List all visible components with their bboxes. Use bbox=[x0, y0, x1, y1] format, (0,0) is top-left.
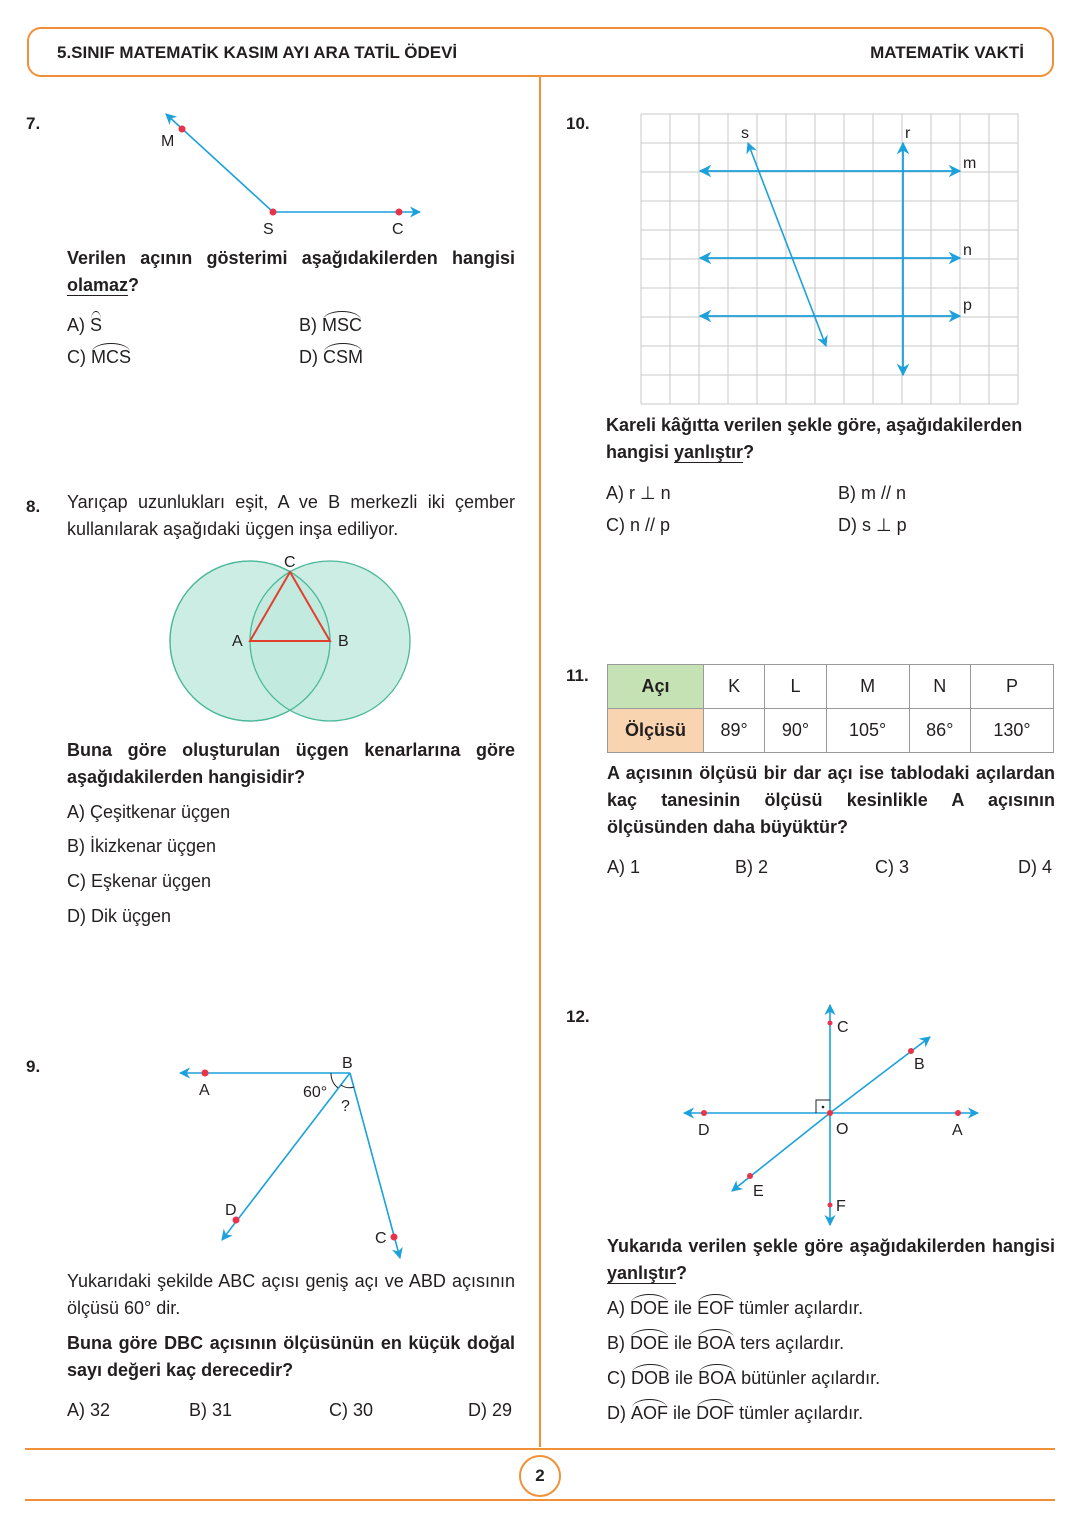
svg-text:?: ? bbox=[341, 1098, 350, 1115]
q10-option-d[interactable]: D) s ⊥ p bbox=[838, 515, 907, 535]
point-c bbox=[396, 209, 403, 216]
q9-option-d[interactable]: D) 29 bbox=[468, 1400, 513, 1420]
question-7-number: 7. bbox=[26, 114, 41, 133]
q9-question: Buna göre DBC açısının ölçüsünün en küçük doğal sayı değeri kaç derecedir? bbox=[67, 1333, 515, 1380]
q8-option-b[interactable]: B) İkizkenar üçgen bbox=[67, 836, 217, 856]
svg-text:C: C bbox=[375, 1230, 387, 1247]
table-header-cell: L bbox=[765, 665, 826, 709]
table-header-cell: K bbox=[704, 665, 765, 709]
q10-option-a[interactable]: A) r ⊥ n bbox=[606, 483, 671, 503]
q12-option-d[interactable]: D) AOF ile DOF tümler açılardır. bbox=[607, 1403, 864, 1423]
q10-option-b[interactable]: B) m // n bbox=[838, 483, 907, 503]
table-header-cell: N bbox=[909, 665, 970, 709]
table-header-cell: P bbox=[970, 665, 1053, 709]
q12-question: Yukarıda verilen şekle göre aşağıdakilerden hangisi yanlıştır? bbox=[607, 1236, 1055, 1283]
q8-option-a[interactable]: A) Çeşitkenar üçgen bbox=[67, 802, 231, 822]
q9-intro: Yukarıdaki şekilde ABC açısı geniş açı ve ABD açısının ölçüsü 60° dir. bbox=[67, 1271, 515, 1318]
table-cell: 105° bbox=[826, 709, 909, 753]
question-11-number: 11. bbox=[566, 666, 589, 685]
table-cell: 89° bbox=[704, 709, 765, 753]
svg-text:A: A bbox=[199, 1082, 210, 1099]
q9-angle-figure bbox=[0, 1040, 540, 1270]
q7-option-b[interactable]: B) MSC bbox=[299, 315, 363, 335]
q10-option-c[interactable]: C) n // p bbox=[606, 515, 671, 535]
q12-option-a[interactable]: A) DOE ile EOF tümler açılardır. bbox=[607, 1298, 864, 1318]
grid-lines bbox=[641, 114, 1018, 404]
table-cell: 86° bbox=[909, 709, 970, 753]
svg-text:r: r bbox=[905, 125, 911, 142]
table-cell: 130° bbox=[970, 709, 1053, 753]
svg-text:F: F bbox=[836, 1198, 846, 1215]
footer-line-top bbox=[25, 1448, 1055, 1450]
header-title: 5.SINIF MATEMATİK KASIM AYI ARA TATİL ÖDEVİ bbox=[57, 43, 458, 62]
label-m: M bbox=[161, 133, 175, 150]
q7-option-a[interactable]: A) S bbox=[67, 315, 103, 335]
q8-intro: Yarıçap uzunlukları eşit, A ve B merkezli iki çember kullanılarak aşağıdaki üçgen inşa ediliyor. bbox=[67, 492, 515, 539]
header-brand: MATEMATİK VAKTİ bbox=[870, 43, 1024, 62]
label-c: C bbox=[392, 221, 404, 238]
q10-grid-figure bbox=[640, 113, 1020, 406]
table-header-cell: Açı bbox=[608, 665, 704, 709]
q9-option-a[interactable]: A) 32 bbox=[67, 1400, 111, 1420]
q7-question: Verilen açının gösterimi aşağıdakilerden hangisi olamaz? bbox=[67, 248, 515, 295]
table-cell: 90° bbox=[765, 709, 826, 753]
q12-lines-figure bbox=[670, 995, 990, 1235]
svg-text:m: m bbox=[963, 155, 977, 172]
svg-text:C: C bbox=[284, 554, 296, 571]
table-row bbox=[608, 709, 1054, 753]
table-header-row bbox=[608, 665, 1054, 709]
q8-question: Buna göre oluşturulan üçgen kenarlarına göre aşağıdakilerden hangisidir? bbox=[67, 740, 515, 787]
q7-angle-figure bbox=[0, 0, 540, 245]
svg-text:B: B bbox=[914, 1056, 925, 1073]
q11-option-a[interactable]: A) 1 bbox=[607, 857, 641, 877]
svg-text:A: A bbox=[952, 1122, 963, 1139]
label-s: S bbox=[263, 221, 274, 238]
point-m bbox=[179, 126, 186, 133]
q11-option-d[interactable]: D) 4 bbox=[1018, 857, 1053, 877]
q11-option-b[interactable]: B) 2 bbox=[735, 857, 769, 877]
question-9-number: 9. bbox=[26, 1057, 41, 1076]
svg-text:D: D bbox=[225, 1202, 237, 1219]
svg-text:D: D bbox=[698, 1122, 710, 1139]
question-10-number: 10. bbox=[566, 114, 590, 133]
q9-option-c[interactable]: C) 30 bbox=[329, 1400, 374, 1420]
q7-option-c[interactable]: C) MCS bbox=[67, 347, 132, 367]
page-number: 2 bbox=[519, 1455, 561, 1497]
svg-text:p: p bbox=[963, 297, 972, 314]
q8-circles-figure bbox=[160, 545, 420, 735]
q10-question: Kareli kâğıtta verilen şekle göre, aşağıdakilerden hangisi yanlıştır? bbox=[606, 415, 1023, 462]
question-12-number: 12. bbox=[566, 1007, 590, 1026]
svg-text:A: A bbox=[232, 633, 243, 650]
point-s bbox=[270, 209, 277, 216]
q11-angle-table bbox=[607, 664, 1054, 753]
q11-question: A açısının ölçüsü bir dar açı ise tablodaki açılardan kaç tanesinin ölçüsü kesinlikle A açısının ölçüsünden daha büyüktür? bbox=[607, 763, 1055, 837]
table-cell: Ölçüsü bbox=[608, 709, 704, 753]
table-header-cell: M bbox=[826, 665, 909, 709]
svg-text:O: O bbox=[836, 1121, 849, 1138]
q9-option-b[interactable]: B) 31 bbox=[189, 1400, 233, 1420]
q12-option-b[interactable]: B) DOE ile BOA ters açılardır. bbox=[607, 1333, 845, 1353]
q8-option-c[interactable]: C) Eşkenar üçgen bbox=[67, 871, 212, 891]
svg-text:n: n bbox=[963, 242, 972, 259]
svg-text:E: E bbox=[753, 1183, 764, 1200]
q7-option-d[interactable]: D) CSM bbox=[299, 347, 364, 367]
q8-option-d[interactable]: D) Dik üçgen bbox=[67, 906, 172, 926]
svg-text:B: B bbox=[342, 1055, 353, 1072]
svg-text:B: B bbox=[338, 633, 349, 650]
q11-option-c[interactable]: C) 3 bbox=[875, 857, 910, 877]
svg-text:60°: 60° bbox=[303, 1084, 328, 1101]
svg-text:s: s bbox=[741, 125, 749, 142]
q12-option-c[interactable]: C) DOB ile BOA bütünler açılardır. bbox=[607, 1368, 881, 1388]
svg-text:C: C bbox=[837, 1019, 849, 1036]
footer-line-bottom bbox=[25, 1499, 1055, 1501]
question-8-number: 8. bbox=[26, 497, 41, 516]
